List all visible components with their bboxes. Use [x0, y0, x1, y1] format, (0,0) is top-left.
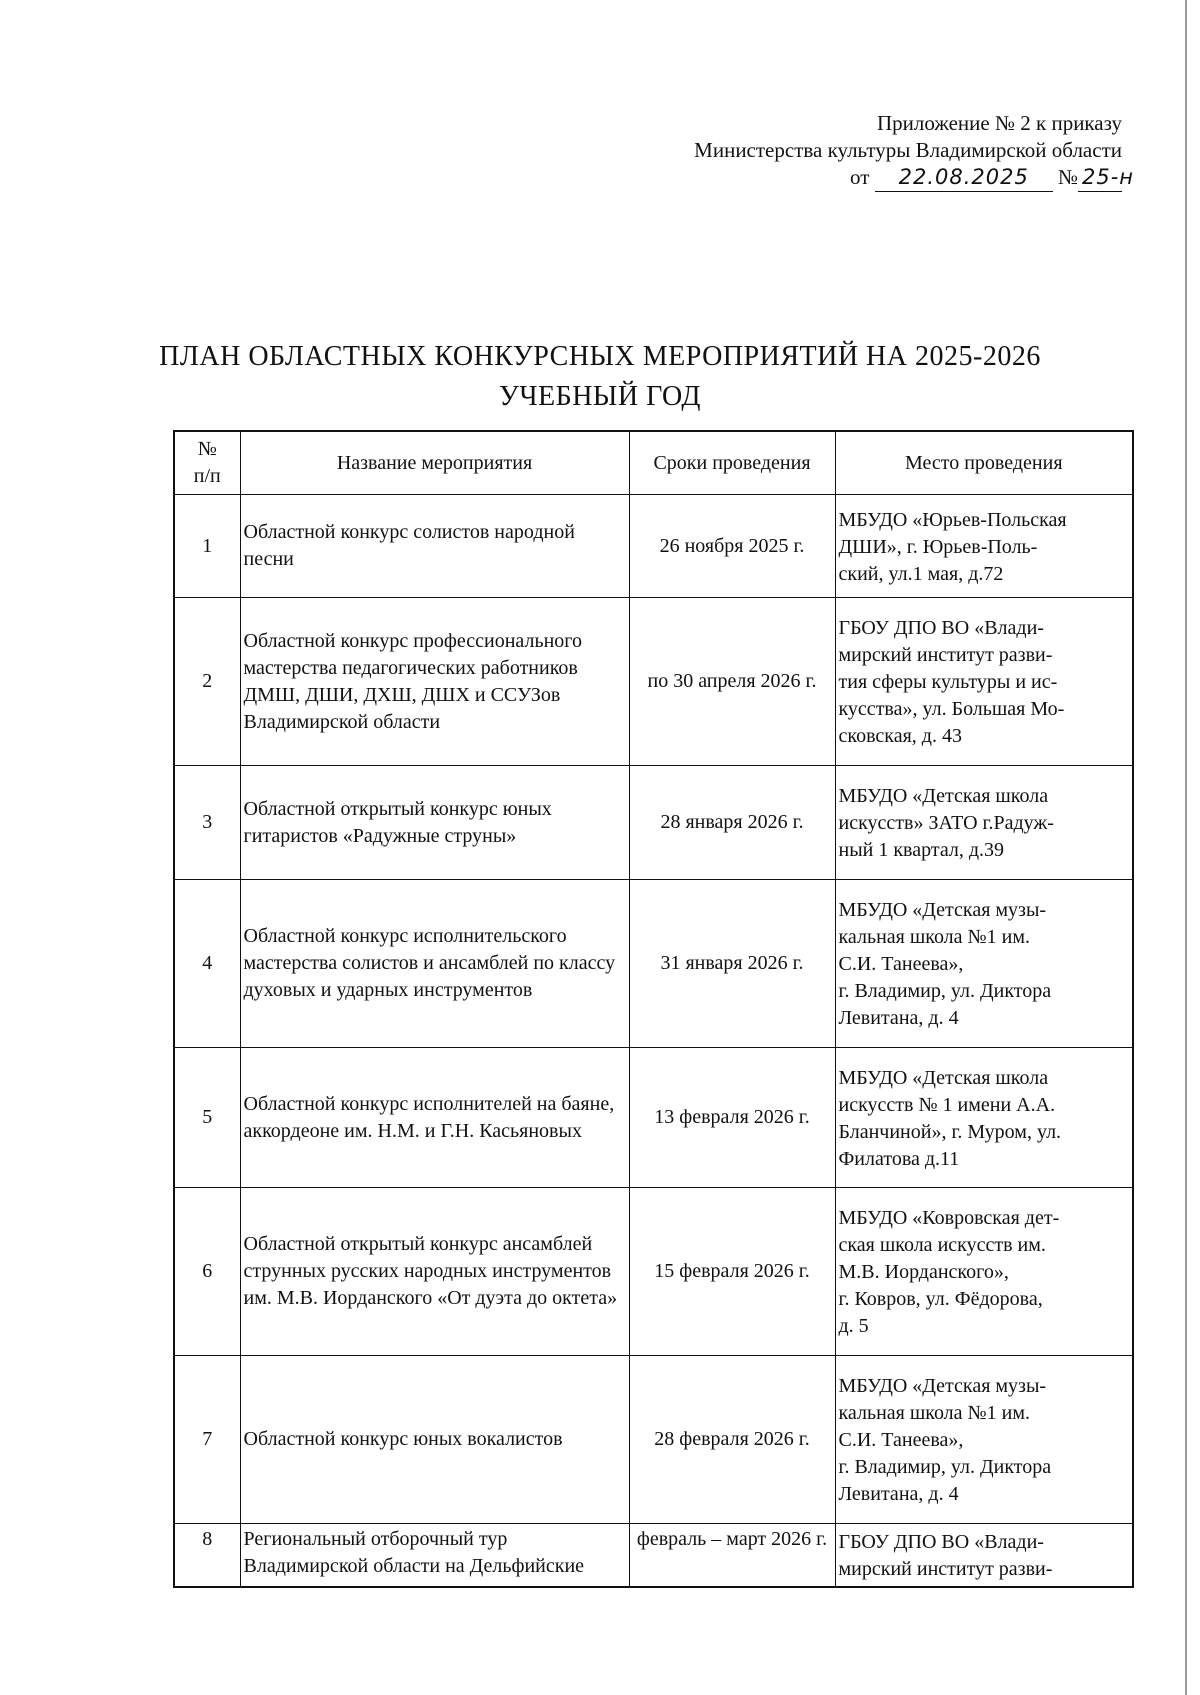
row-dates: февраль – март 2026 г. [629, 1524, 835, 1587]
place-line: МБУДО «Ковровская дет- [838, 1207, 1060, 1229]
place-line: искусств» ЗАТО г.Радуж- [838, 812, 1054, 834]
place-line: Филатова д.11 [838, 1147, 960, 1170]
order-line [562, 164, 1135, 192]
place-line: кальная школа №1 им. [838, 1402, 1030, 1424]
place-line: тия сферы культуры и ис- [838, 671, 1058, 693]
row-event-name: Областной открытый конкурс юных гитаристов «Радужные струны» [240, 766, 629, 880]
place-line: г. Владимир, ул. Диктора [838, 980, 1052, 1002]
row-num: 5 [174, 1048, 240, 1188]
place-line: г. Ковров, ул. Фёдорова, [838, 1288, 1043, 1310]
row-num: 3 [174, 766, 240, 880]
place-line: Левитана, д. 4 [838, 1007, 959, 1029]
place-line: МБУДО «Детская школа [838, 785, 1049, 807]
place-line: ская школа искусств им. [838, 1234, 1046, 1256]
place-line: С.И. Танеева», [838, 1429, 964, 1451]
row-place [835, 1188, 1133, 1356]
row-num: 8 [174, 1524, 240, 1587]
row-dates: 31 января 2026 г. [629, 880, 835, 1048]
row-dates: 15 февраля 2026 г. [629, 1188, 835, 1356]
row-place [835, 1524, 1133, 1587]
row-event-name: Областной конкурс исполнителей на баяне, аккордеоне им. Н.М. и Г.Н. Касьяновых [240, 1048, 629, 1188]
order-date: 22.08.2025 [875, 164, 1053, 192]
place-line: МБУДО «Юрьев-Польская [838, 508, 1067, 531]
row-event-name: Областной конкурс профессионального мастерства педагогических работников ДМШ, ДШИ, ДХШ, ДШХ и ССУЗов Владимирской области [240, 598, 629, 766]
appendix-line-1: Приложение № 2 к приказу [877, 111, 1122, 135]
place-line: ГБОУ ДПО ВО «Влади- [838, 617, 1044, 639]
header-dates: Сроки проведения [629, 431, 835, 495]
appendix-header [562, 110, 1135, 192]
header-name: Название мероприятия [240, 431, 629, 495]
header-num-line-2: п/п [193, 465, 221, 487]
place-line: МБУДО «Детская музы- [838, 899, 1047, 921]
place-line: д. 5 [838, 1315, 869, 1337]
place-line: кальная школа №1 им. [838, 926, 1030, 948]
place-line: кусства», ул. Большая Мо- [838, 698, 1065, 720]
row-dates: по 30 апреля 2026 г. [629, 598, 835, 766]
row-num: 6 [174, 1188, 240, 1356]
order-number: 25-н [1078, 164, 1122, 192]
table-row [174, 598, 1133, 766]
row-num: 2 [174, 598, 240, 766]
table-row [174, 1048, 1133, 1188]
row-dates: 28 февраля 2026 г. [629, 1356, 835, 1524]
place-line: ский, ул.1 мая, д.72 [838, 562, 1004, 585]
title-line-1: ПЛАН ОБЛАСТНЫХ КОНКУРСНЫХ МЕРОПРИЯТИЙ НА 2025-2026 [159, 341, 1041, 372]
place-line: М.В. Иорданского», [838, 1261, 1009, 1283]
row-num: 1 [174, 495, 240, 598]
header-num [174, 431, 240, 495]
row-event-name: Областной открытый конкурс ансамблей струнных русских народных инструментов им. М.В. Иорданского «От дуэта до октета» [240, 1188, 629, 1356]
place-line: Левитана, д. 4 [838, 1483, 959, 1505]
place-line: сковская, д. 43 [838, 725, 962, 747]
table-row [174, 766, 1133, 880]
table-row [174, 1356, 1133, 1524]
place-line: ГБОУ ДПО ВО «Влади- [838, 1530, 1044, 1553]
row-event-name: Областной конкурс солистов народной песни [240, 495, 629, 598]
row-num: 7 [174, 1356, 240, 1524]
row-place [835, 766, 1133, 880]
events-table [173, 430, 1134, 1588]
table-row [174, 495, 1133, 598]
header-num-line-1: № [197, 438, 217, 460]
header-place: Место проведения [835, 431, 1133, 495]
place-line: мирский институт разви- [838, 644, 1053, 666]
row-num: 4 [174, 880, 240, 1048]
table-row [174, 880, 1133, 1048]
order-from-label: от [850, 165, 870, 189]
row-event-name: Областной конкурс юных вокалистов [240, 1356, 629, 1524]
title-line-2: УЧЕБНЫЙ ГОД [499, 381, 701, 412]
place-line: МБУДО «Детская музы- [838, 1375, 1047, 1397]
place-line: искусств № 1 имени А.А. [838, 1093, 1056, 1116]
row-place [835, 495, 1133, 598]
order-number-label: № [1057, 165, 1078, 189]
row-dates: 26 ноября 2025 г. [629, 495, 835, 598]
row-place [835, 598, 1133, 766]
table-row [174, 1524, 1133, 1587]
row-place [835, 1356, 1133, 1524]
row-place [835, 880, 1133, 1048]
row-event-name: Областной конкурс исполнительского мастерства солистов и ансамблей по классу духовых и ударных инструментов [240, 880, 629, 1048]
place-line: МБУДО «Детская школа [838, 1066, 1049, 1089]
place-line: г. Владимир, ул. Диктора [838, 1456, 1052, 1478]
row-event-name: Региональный отборочный тур Владимирской области на Дельфийские [240, 1524, 629, 1587]
row-dates: 28 января 2026 г. [629, 766, 835, 880]
place-line: Бланчиной», г. Муром, ул. [838, 1120, 1062, 1143]
place-line: ный 1 квартал, д.39 [838, 839, 1005, 861]
table-header-row [174, 431, 1133, 495]
appendix-line-2: Министерства культуры Владимирской области [694, 138, 1122, 162]
table-row [174, 1188, 1133, 1356]
row-place [835, 1048, 1133, 1188]
place-line: С.И. Танеева», [838, 953, 964, 975]
place-line: ДШИ», г. Юрьев-Поль- [838, 535, 1038, 558]
row-dates: 13 февраля 2026 г. [629, 1048, 835, 1188]
document-title [100, 337, 1100, 417]
page-edge-line [1185, 0, 1187, 1695]
place-line: мирский институт разви- [838, 1557, 1053, 1580]
